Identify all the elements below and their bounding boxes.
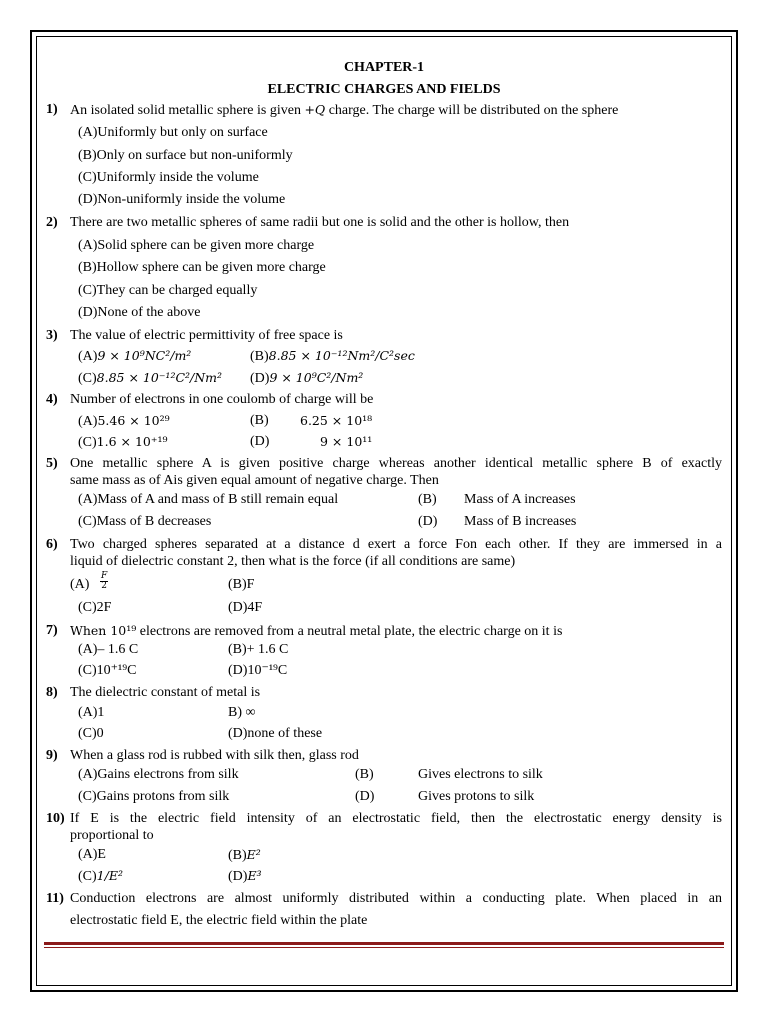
option-label: (D) [250,434,270,449]
option: (B)F [228,577,255,592]
option-value: Mass of B increases [464,514,577,529]
option: (A)E [78,847,106,862]
question-number: 8) [46,685,58,700]
option: (D)none of these [228,726,323,741]
question-number: 4) [46,392,58,407]
option-label: (B) [418,492,437,507]
question-number: 6) [46,537,58,552]
option: (C)2F [78,600,112,615]
option-label: (B) [250,413,269,428]
option-label: (D) [418,514,438,529]
option-value: 9 × 10¹¹ [320,434,373,449]
question-text: There are two metallic spheres of same radii but one is solid and the other is hollow, then [70,215,570,230]
option: (C)Uniformly inside the volume [78,170,259,185]
option: (A)Uniformly but only on surface [78,125,268,140]
option: (D)None of the above [78,305,201,320]
question-text: The dielectric constant of metal is [70,685,261,700]
option-value: Gives electrons to silk [418,767,543,782]
question-text: Two charged spheres separated at a distance d exert a force Fon each other. If they are immersed in a [70,537,722,552]
question-number: 10) [46,811,65,826]
option: (D)9 × 10⁹C²/Nm² [250,370,364,386]
option-value: 6.25 × 10¹⁸ [300,413,373,428]
chapter-title: ELECTRIC CHARGES AND FIELDS [267,82,501,97]
option: (A)Mass of A and mass of B still remain equal [78,492,339,507]
option-label: (A) [70,577,90,592]
option-label: (B) [355,767,374,782]
question-number: 2) [46,215,58,230]
question-text-cont: proportional to [70,828,154,843]
option: B) ∞ [228,705,256,720]
option: (C)Gains protons from silk [78,789,230,804]
option: (A)1 [78,705,105,720]
option: (A)5.46 × 10²⁹ [78,413,170,429]
question-text: Conduction electrons are almost uniformly distributed within a conducting plate. When placed in an [70,891,722,906]
question-text: An isolated solid metallic sphere is given +Q charge. The charge will be distributed on the sphere [70,102,619,118]
option: (A)Gains electrons from silk [78,767,239,782]
option-value: Gives protons to silk [418,789,535,804]
option-value: Mass of A increases [464,492,576,507]
fraction-f-over-2: $\frac{F}{2}$ [101,571,108,591]
question-text: When 10¹⁹ electrons are removed from a neutral metal plate, the electric charge on it is [70,623,563,639]
option: (A)– 1.6 C [78,642,139,657]
footer-rule-thin [44,947,724,948]
option: (D)Non-uniformly inside the volume [78,192,286,207]
option: (C)8.85 × 10⁻¹²C²/Nm² [78,370,223,386]
question-text-cont: same mass as of Ais given equal amount of negative charge. Then [70,473,439,488]
question-text-cont: liquid of dielectric constant 2, then what is the force (if all conditions are same) [70,554,516,569]
option: (A)9 × 10⁹NC²/m² [78,348,192,364]
question-text: The value of electric permittivity of free space is [70,328,343,343]
option: (C)0 [78,726,104,741]
question-number: 7) [46,623,58,638]
option: (C)10⁺¹⁹C [78,663,137,678]
option: (C)They can be charged equally [78,283,258,298]
option: (B)+ 1.6 C [228,642,289,657]
option: (C)1/E² [78,868,123,884]
question-number: 9) [46,748,58,763]
footer-rule-thick [44,942,724,945]
question-text: If E is the electric field intensity of an electrostatic field, then the electrostatic energy density is [70,811,722,826]
question-number: 3) [46,328,58,343]
question-number: 5) [46,456,58,471]
option: (D)10⁻¹⁹C [228,663,288,678]
option: (A)Solid sphere can be given more charge [78,238,315,253]
option: (B)8.85 × 10⁻¹²Nm²/C²sec [250,348,415,364]
question-number: 11) [46,891,64,906]
option-label: (D) [355,789,375,804]
option: (D)E³ [228,868,262,884]
option: (C)Mass of B decreases [78,514,212,529]
question-text-cont: electrostatic field E, the electric field within the plate [70,913,368,928]
question-text: Number of electrons in one coulomb of charge will be [70,392,374,407]
option: (B)Only on surface but non-uniformly [78,148,293,163]
question-number: 1) [46,102,58,117]
question-text: When a glass rod is rubbed with silk then, glass rod [70,748,359,763]
option: (B)E² [228,847,261,863]
option: (D)4F [228,600,263,615]
question-text: One metallic sphere A is given positive charge whereas another identical metallic sphere B of exactly [70,456,722,471]
chapter-number: CHAPTER-1 [343,60,425,75]
option: (B)Hollow sphere can be given more charge [78,260,326,275]
option: (C)1.6 × 10⁺¹⁹ [78,434,168,450]
